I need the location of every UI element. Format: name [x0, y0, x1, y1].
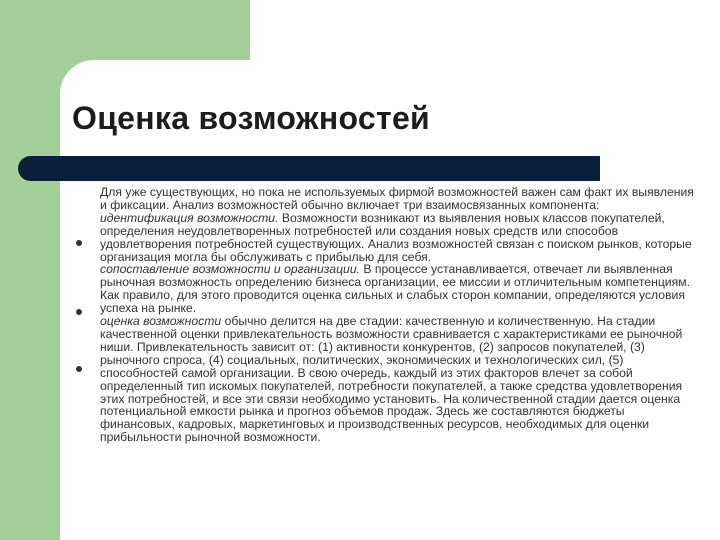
slide-body	[100, 186, 702, 444]
bullet-marker-3	[76, 366, 82, 372]
bullet-item-identification	[100, 212, 702, 264]
intro-paragraph: Для уже существующих, но пока не используемых фирмой возможностей важен сам факт их выявления и фиксации. Анализ возможностей обычно включает три взаимосвязанных компонента:	[100, 185, 694, 212]
bullet-term: идентификация возможности.	[100, 210, 279, 225]
bullet-text: Возможности возникают из выявления новых классов покупателей, определения неудовлетворенных потребностей или создания новых средств или способов удовлетворения потребностей существующих. Анализ возможностей связан с поиском рынков, которые организация могла бы обслуживать с прибылью для себя.	[100, 210, 692, 264]
bullet-item-matching	[100, 263, 702, 315]
bullet-term: сопоставление возможности и организации.	[100, 262, 360, 277]
bullet-marker-2	[76, 309, 82, 315]
bullet-text: В процессе устанавливается, отвечает ли выявленная рыночная возможность определению бизнеса организации, ее миссии и отличительным компетенциям. Как правило, для этого проводится оценка сильных и слабых сторон компании, определяются условия успеха на рынке.	[100, 262, 690, 316]
bullet-marker-1	[76, 240, 82, 246]
bullet-text: обычно делится на две стадии: качественную и количественную. На стадии качественной оценки привлекательность возможности сравнивается с характеристиками ее рыночной ниши. Привлекательность зависит от: (1) активности конкурентов, (2) запросов покупателей, (3) рыночного спроса, (4) социальных, политических, экономических и технологических сил, (5) способностей самой организации. В свою очередь, каждый из этих факторов влечет за собой определенный тип искомых покупателей, потребности покупателей, а также средства удовлетворения этих потребностей, и все эти связи необходимо установить. На количественной стадии дается оценка потенциальной емкости рынка и прогноз объемов продаж. Здесь же составляются бюджеты финансовых, кадровых, маркетинговых и производственных ресурсов, необходимых для оценки прибыльности рыночной возможности.	[100, 314, 683, 445]
bullet-term: оценка возможности	[100, 314, 222, 329]
bullet-item-evaluation	[100, 315, 702, 444]
title-underline-bar	[18, 156, 600, 181]
slide-title: Оценка возможностей	[72, 100, 431, 136]
